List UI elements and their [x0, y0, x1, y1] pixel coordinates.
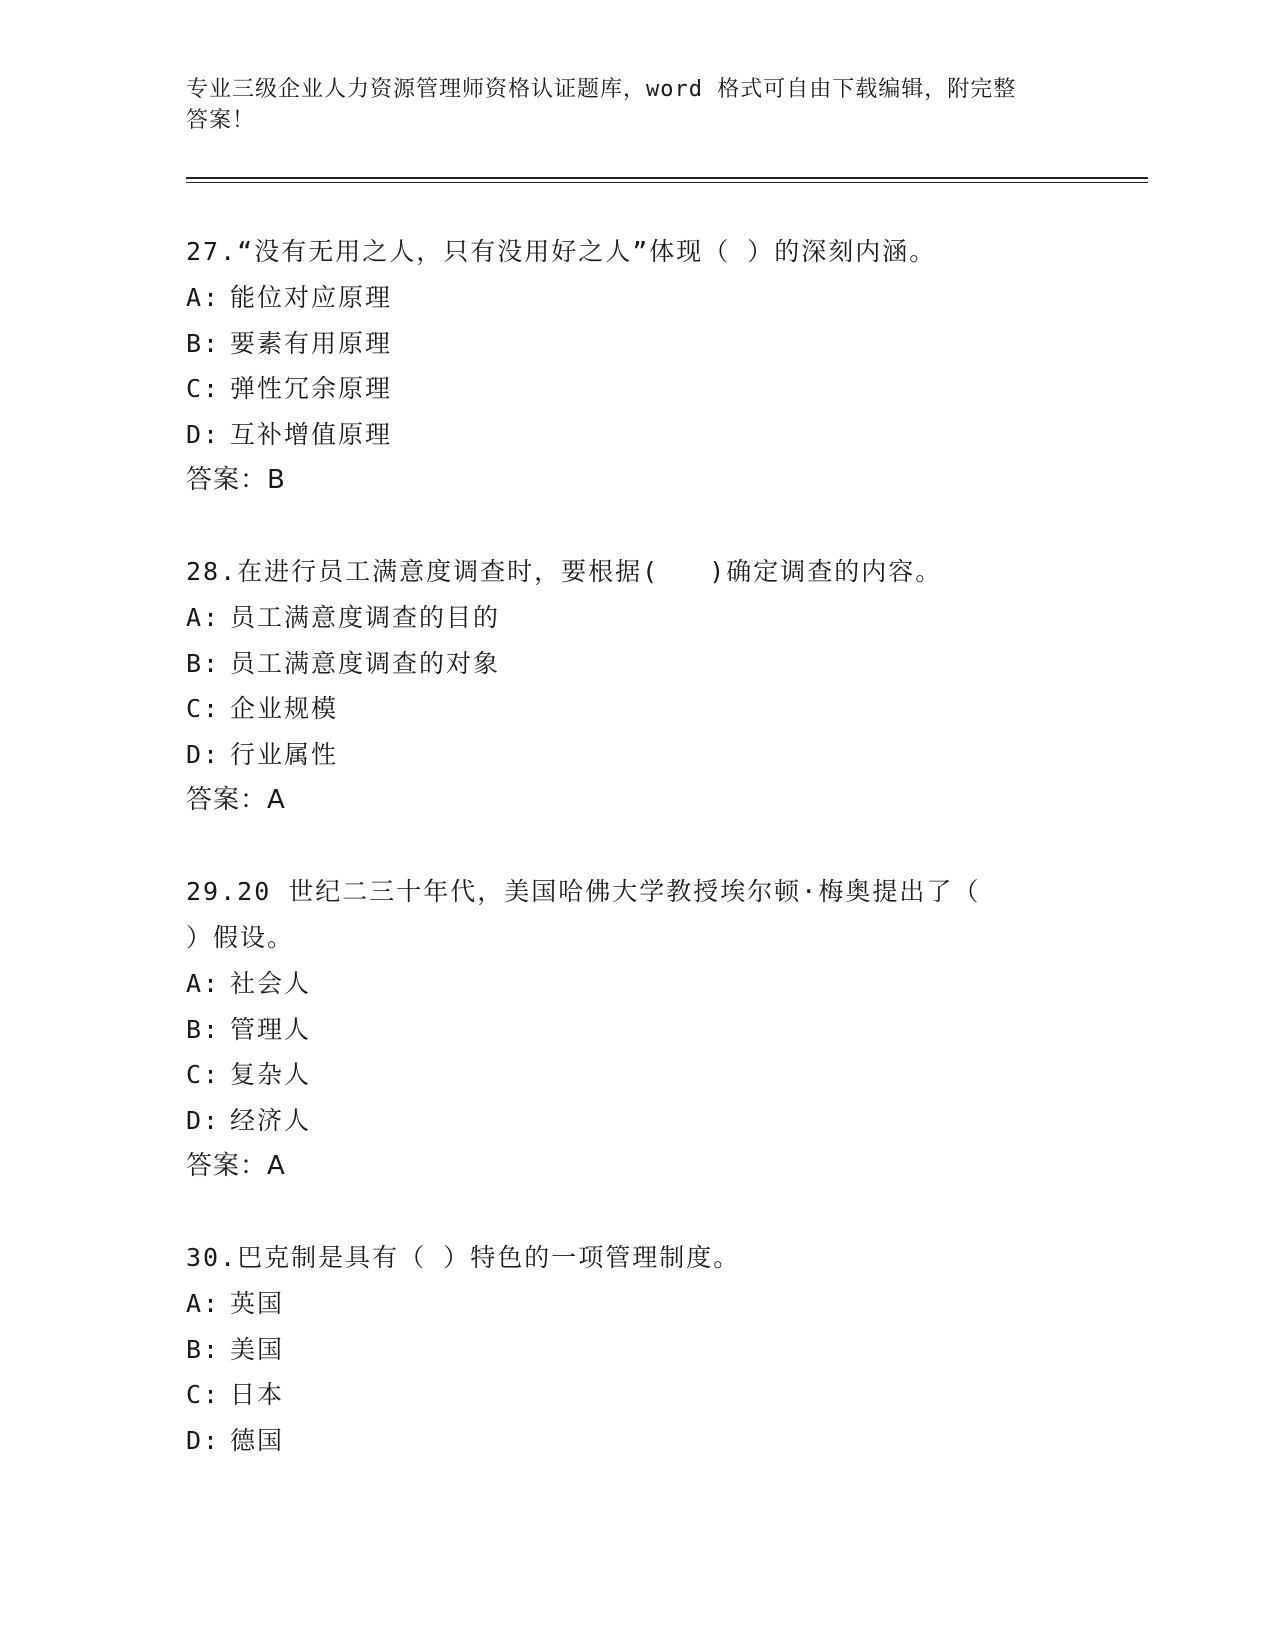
option-text: 能位对应原理: [230, 283, 393, 312]
option-key: A:: [186, 969, 221, 998]
header-line-2: 答案！: [186, 108, 256, 133]
option-a: [186, 1281, 1046, 1327]
question-27: [186, 229, 1046, 503]
option-c: [186, 1372, 1046, 1418]
option-c: [186, 366, 1046, 412]
option-text: 英国: [230, 1289, 285, 1318]
option-key: A:: [186, 283, 221, 312]
option-key: B:: [186, 328, 221, 358]
option-key: B:: [186, 1014, 221, 1044]
option-d: [186, 1098, 1046, 1144]
question-stem-part-2: )确定调查的内容。: [709, 557, 943, 586]
option-text: 经济人: [230, 1105, 312, 1135]
option-b: [186, 1007, 1046, 1053]
option-text: 德国: [230, 1425, 285, 1455]
option-key: C:: [186, 694, 221, 723]
option-d: [186, 732, 1046, 778]
question-28: [186, 549, 1046, 823]
option-key: B:: [186, 648, 221, 678]
option-text: 管理人: [230, 1014, 312, 1044]
option-a: [186, 275, 1046, 321]
option-key: C:: [186, 1060, 221, 1089]
question-stem: 27.“没有无用之人，只有没用好之人”体现（ ）的深刻内涵。: [186, 237, 937, 266]
option-key: C:: [186, 1380, 221, 1409]
question-stem-line-2: ）假设。: [186, 923, 295, 952]
option-text: 弹性冗余原理: [230, 374, 393, 403]
option-key: D:: [186, 1425, 221, 1455]
header-divider-thin: [186, 182, 1148, 183]
option-b: [186, 641, 1046, 687]
header-line-1: 专业三级企业人力资源管理师资格认证题库，word 格式可自由下载编辑，附完整: [186, 77, 1017, 102]
option-d: [186, 1418, 1046, 1464]
answer-line: 答案：A: [186, 1151, 286, 1181]
option-d: [186, 412, 1046, 458]
option-key: B:: [186, 1334, 221, 1364]
option-text: 美国: [230, 1334, 285, 1364]
option-text: 日本: [230, 1380, 285, 1409]
option-a: [186, 595, 1046, 641]
document-header: [186, 74, 1066, 136]
option-key: D:: [186, 1105, 221, 1135]
option-text: 员工满意度调查的对象: [230, 648, 501, 678]
option-key: C:: [186, 374, 221, 403]
question-stem: [186, 549, 1046, 595]
option-b: [186, 321, 1046, 367]
option-key: D:: [186, 739, 221, 769]
answer-line: 答案：B: [186, 465, 286, 495]
option-text: 行业属性: [230, 739, 339, 769]
question-29: [186, 869, 1046, 1189]
option-b: [186, 1327, 1046, 1373]
option-a: [186, 961, 1046, 1007]
question-30: [186, 1235, 1046, 1463]
header-divider-thick: [186, 177, 1148, 179]
option-text: 互补增值原理: [230, 419, 393, 449]
option-text: 要素有用原理: [230, 328, 393, 358]
question-stem-part-1: 28.在进行员工满意度调查时，要根据(: [186, 557, 660, 586]
option-c: [186, 686, 1046, 732]
option-key: A:: [186, 603, 221, 632]
option-text: 企业规模: [230, 694, 339, 723]
option-key: D:: [186, 419, 221, 449]
option-text: 社会人: [230, 969, 312, 998]
option-text: 复杂人: [230, 1060, 312, 1089]
answer-line: 答案：A: [186, 785, 286, 815]
question-stem: 30.巴克制是具有（ ）特色的一项管理制度。: [186, 1243, 741, 1272]
option-text: 员工满意度调查的目的: [230, 603, 501, 632]
option-c: [186, 1052, 1046, 1098]
option-key: A:: [186, 1289, 221, 1318]
question-stem-line-1: 29.20 世纪二三十年代，美国哈佛大学教授埃尔顿·梅奥提出了（: [186, 877, 981, 906]
